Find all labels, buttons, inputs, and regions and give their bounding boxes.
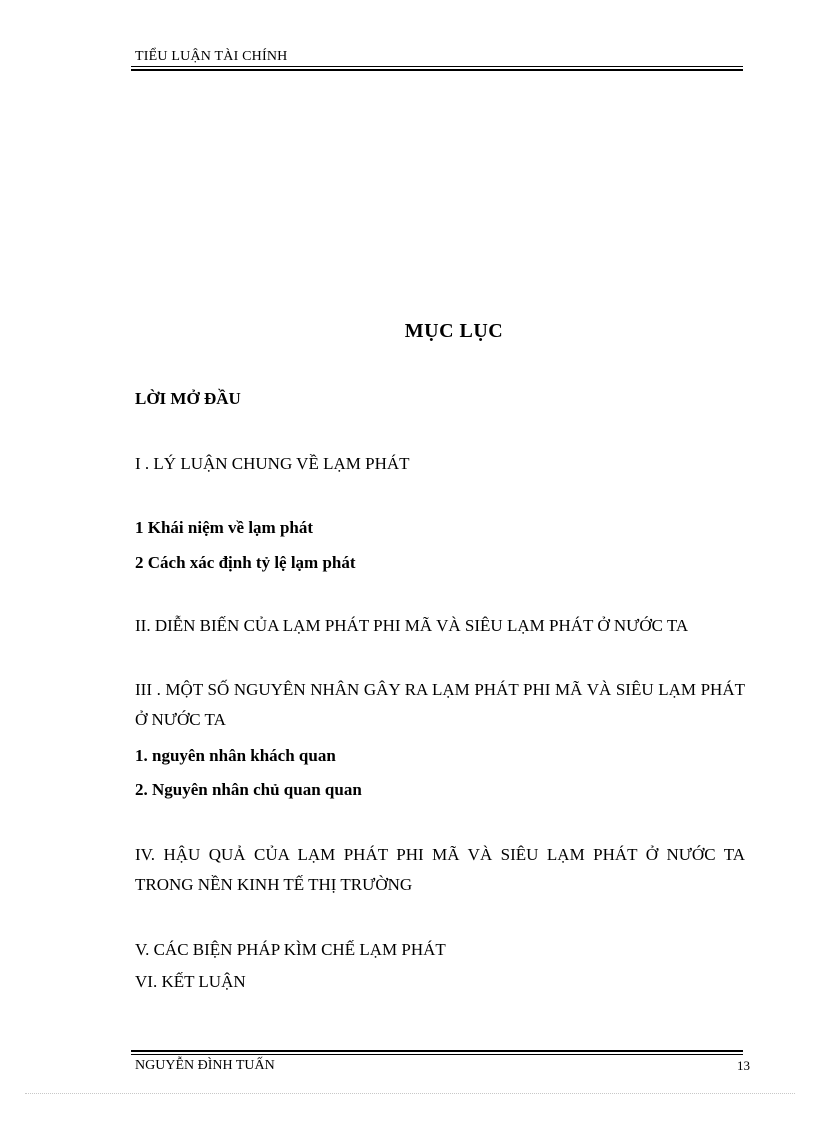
toc-entry-section-1-2: 2 Cách xác định tỷ lệ lạm phát bbox=[135, 553, 356, 572]
toc-title: MỤC LỤC bbox=[404, 320, 504, 342]
toc-entry-section-2: II. DIỄN BIẾN CỦA LẠM PHÁT PHI MÃ VÀ SIÊU LẠM PHÁT Ở NƯỚC TA bbox=[135, 616, 689, 635]
footer-rule bbox=[131, 1050, 743, 1055]
running-header-title: TIỂU LUẬN TÀI CHÍNH bbox=[135, 49, 288, 64]
header-rule bbox=[131, 66, 743, 71]
toc-entry-section-1-1: 1 Khái niệm về lạm phát bbox=[135, 518, 314, 537]
toc-entry-section-6: VI. KẾT LUẬN bbox=[135, 972, 246, 991]
toc-entry-introduction: LỜI MỞ ĐẦU bbox=[135, 389, 241, 408]
page-number: 13 bbox=[737, 1058, 750, 1073]
toc-entry-section-5: V. CÁC BIỆN PHÁP KÌM CHẾ LẠM PHÁT bbox=[135, 940, 446, 959]
toc-entry-section-1: I . LÝ LUẬN CHUNG VỀ LẠM PHÁT bbox=[135, 454, 410, 473]
toc-entry-section-3: III . MỘT SỐ NGUYÊN NHÂN GÂY RA LẠM PHÁT PHI MÃ VÀ SIÊU LẠM PHÁT Ở NƯỚC TA bbox=[135, 680, 745, 729]
toc-entry-section-4: IV. HẬU QUẢ CỦA LẠM PHÁT PHI MÃ VÀ SIÊU LẠM PHÁT Ở NƯỚC TA TRONG NỀN KINH TẾ THỊ TRƯỜNG bbox=[135, 845, 745, 894]
toc-entry-section-3-2: 2. Nguyên nhân chủ quan quan bbox=[135, 780, 362, 799]
toc-entry-section-3-1: 1. nguyên nhân khách quan bbox=[135, 746, 336, 765]
footer-author: NGUYỄN ĐÌNH TUẤN bbox=[135, 1058, 275, 1073]
page-bottom-dotted-border bbox=[25, 1093, 795, 1094]
